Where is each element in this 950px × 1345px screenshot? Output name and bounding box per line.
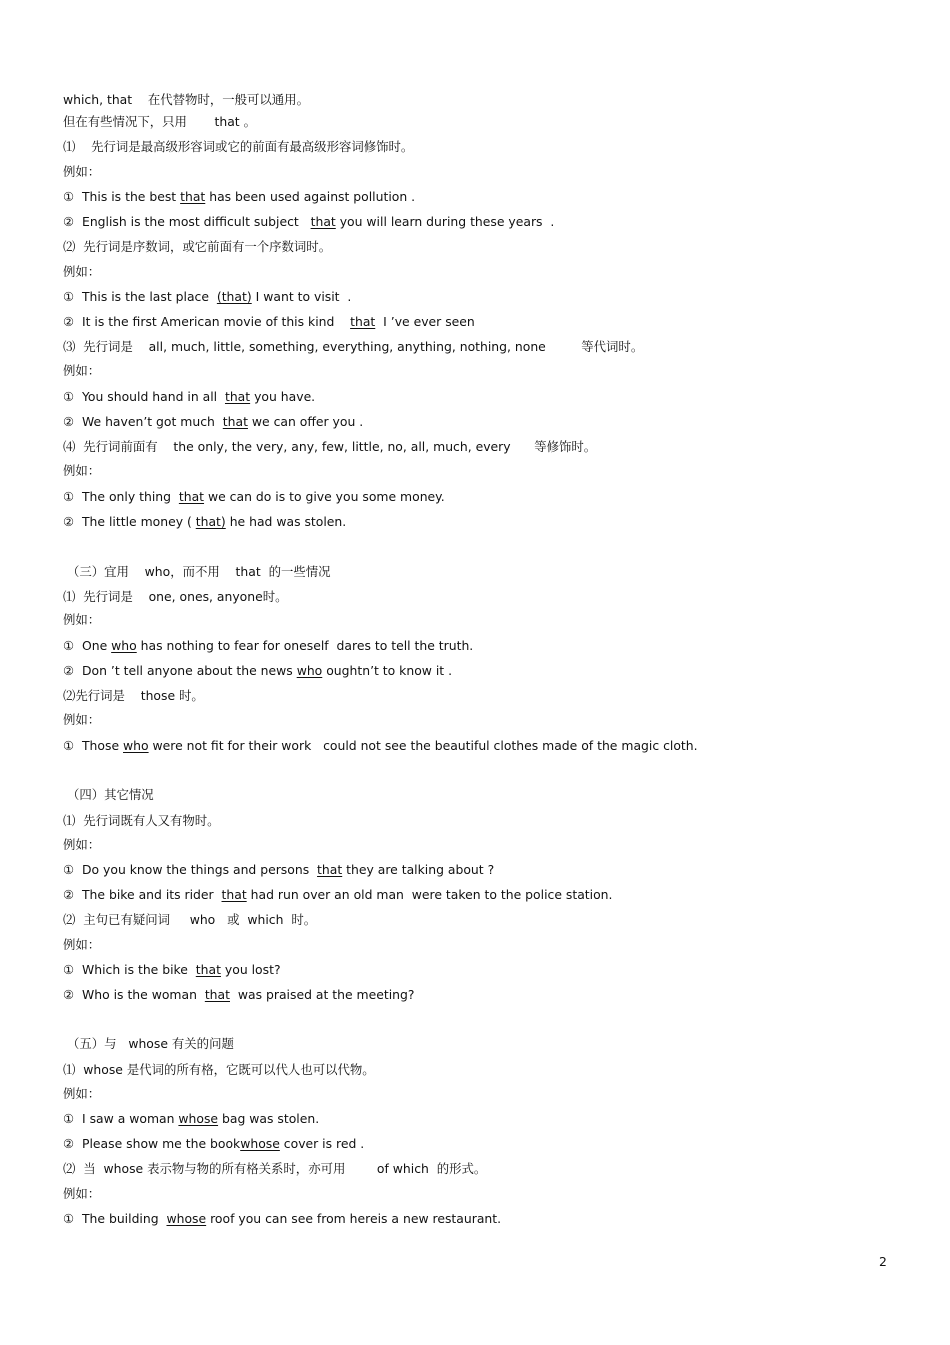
text-segment: 例如： xyxy=(63,937,101,952)
text-line xyxy=(63,489,445,505)
page-number: 2 xyxy=(879,1254,887,1269)
text-line xyxy=(63,688,204,704)
underlined-word: that) xyxy=(195,514,226,529)
text-segment: 例如： xyxy=(63,164,101,179)
underlined-word: that xyxy=(195,962,221,977)
text-line xyxy=(63,414,363,430)
text-segment: 例如： xyxy=(63,363,101,378)
text-segment: ⑶ 先行词是 all, much, little, something, everything, anything, nothing, none 等代词时。 xyxy=(63,339,644,354)
underlined-word: that xyxy=(204,987,230,1002)
text-line xyxy=(63,589,288,605)
text-segment: ① Those xyxy=(63,738,124,753)
text-segment: ① Do you know the things and persons xyxy=(63,862,318,877)
text-segment: ⑴ 先行词既有人又有物时。 xyxy=(63,813,220,828)
text-line xyxy=(63,239,331,255)
text-line xyxy=(63,1111,319,1127)
text-line xyxy=(63,164,100,180)
text-segment: 例如： xyxy=(63,837,101,852)
text-segment: ② We haven’t got much xyxy=(63,414,223,429)
underlined-word: that xyxy=(310,214,336,229)
text-line xyxy=(63,92,309,108)
underlined-word: whose xyxy=(166,1211,207,1226)
text-line xyxy=(63,289,351,305)
text-line xyxy=(63,663,452,679)
text-line xyxy=(63,339,643,355)
text-segment: you lost? xyxy=(220,962,281,977)
underlined-word: who xyxy=(111,638,137,653)
text-segment: bag was stolen. xyxy=(218,1111,320,1126)
text-line xyxy=(63,987,414,1003)
text-segment: you will learn during these years . xyxy=(335,214,555,229)
text-segment: ⑴ 先行词是最高级形容词或它的前面有最高级形容词修饰时。 xyxy=(63,139,414,154)
text-line xyxy=(63,139,413,155)
text-segment: ② English is the most difficult subject xyxy=(63,214,311,229)
text-line xyxy=(63,189,415,205)
text-line xyxy=(63,1036,234,1052)
underlined-word: who xyxy=(123,738,149,753)
text-line xyxy=(63,837,100,853)
text-line xyxy=(63,862,494,878)
text-segment: oughtn’t to know it . xyxy=(322,663,453,678)
underlined-word: whose xyxy=(178,1111,219,1126)
text-segment: ⑵ 先行词是序数词，或它前面有一个序数词时。 xyxy=(63,239,332,254)
text-segment: ① Which is the bike xyxy=(63,962,196,977)
text-line xyxy=(63,738,698,754)
text-segment: had run over an old man were taken to the police station. xyxy=(246,887,613,902)
underlined-word: that xyxy=(350,314,376,329)
text-segment: ② Please show me the book xyxy=(63,1136,241,1151)
text-segment: was praised at the meeting? xyxy=(230,987,415,1002)
text-line xyxy=(63,638,473,654)
text-segment: we can offer you . xyxy=(247,414,364,429)
text-segment: ⑵先行词是 those 时。 xyxy=(63,688,204,703)
text-segment: ⑵ 当 whose 表示物与物的所有格关系时，亦可用 of which 的形式。 xyxy=(63,1161,487,1176)
text-segment: 例如： xyxy=(63,712,101,727)
text-line xyxy=(63,937,100,953)
text-segment: which, that 在代替物时，一般可以通用。 xyxy=(63,92,309,107)
text-segment: ① The only thing xyxy=(63,489,179,504)
text-line xyxy=(63,214,554,230)
underlined-word: that xyxy=(317,862,343,877)
text-segment: we can do is to give you some money. xyxy=(204,489,445,504)
text-segment: ① I saw a woman xyxy=(63,1111,179,1126)
underlined-word: that xyxy=(221,887,247,902)
text-segment: he had was stolen. xyxy=(225,514,347,529)
text-line xyxy=(63,514,346,530)
text-segment: ⑵ 主句已有疑问词 who 或 which 时。 xyxy=(63,912,317,927)
text-segment: 例如： xyxy=(63,1186,101,1201)
text-line xyxy=(63,114,256,130)
text-line xyxy=(63,314,475,330)
text-line xyxy=(63,264,100,280)
underlined-word: that xyxy=(178,489,205,504)
text-line xyxy=(63,363,100,379)
text-line xyxy=(63,813,220,829)
text-segment: 但在有些情况下，只用 that 。 xyxy=(63,114,256,129)
text-line xyxy=(63,962,281,978)
text-line xyxy=(63,1062,375,1078)
text-segment: ⑷ 先行词前面有 the only, the very, any, few, little, no, all, much, every 等修饰时。 xyxy=(63,439,597,454)
underlined-word: that xyxy=(180,189,206,204)
text-segment: ⑴ whose 是代词的所有格，它既可以代人也可以代物。 xyxy=(63,1062,375,1077)
text-segment: ① One xyxy=(63,638,112,653)
text-segment: I ’ve ever seen xyxy=(375,314,475,329)
text-segment: cover is red . xyxy=(279,1136,365,1151)
text-line xyxy=(63,439,596,455)
underlined-word: that xyxy=(222,414,248,429)
text-segment: ② Who is the woman xyxy=(63,987,205,1002)
text-line xyxy=(63,612,100,628)
text-line xyxy=(63,1136,364,1152)
text-line xyxy=(63,712,100,728)
text-segment: 例如： xyxy=(63,1086,101,1101)
text-line xyxy=(63,912,316,928)
text-line xyxy=(63,887,612,903)
text-segment: has been used against pollution . xyxy=(205,189,416,204)
text-line xyxy=(63,463,100,479)
text-line xyxy=(63,564,331,580)
underlined-word: whose xyxy=(240,1136,280,1151)
text-segment: （三）宜用 who，而不用 that 的一些情况 xyxy=(63,564,331,579)
text-segment: roof you can see from hereis a new restaurant. xyxy=(206,1211,502,1226)
text-segment: （四）其它情况 xyxy=(63,787,154,802)
text-segment: 例如： xyxy=(63,612,101,627)
text-segment: ② The little money ( xyxy=(63,514,196,529)
text-line xyxy=(63,389,315,405)
underlined-word: who xyxy=(296,663,323,678)
text-segment: they are talking about ? xyxy=(342,862,495,877)
text-line xyxy=(63,1186,100,1202)
text-segment: ② Don ’t tell anyone about the news xyxy=(63,663,297,678)
text-segment: were not fit for their work could not see the beautiful clothes made of the magic cloth. xyxy=(148,738,698,753)
text-segment: ① This is the best xyxy=(63,189,181,204)
text-segment: ① The building xyxy=(63,1211,167,1226)
text-segment: ② It is the first American movie of this kind xyxy=(63,314,351,329)
text-line xyxy=(63,787,154,803)
text-segment: （五）与 whose 有关的问题 xyxy=(63,1036,234,1051)
text-segment: you have. xyxy=(250,389,316,404)
text-segment: has nothing to fear for oneself dares to tell the truth. xyxy=(136,638,474,653)
text-segment: ⑴ 先行词是 one, ones, anyone时。 xyxy=(63,589,288,604)
text-segment: I want to visit . xyxy=(251,289,352,304)
text-line xyxy=(63,1086,100,1102)
text-line xyxy=(63,1161,486,1177)
text-segment: ② The bike and its rider xyxy=(63,887,222,902)
text-segment: ① You should hand in all xyxy=(63,389,225,404)
text-segment: 例如： xyxy=(63,264,101,279)
text-line xyxy=(63,1211,501,1227)
text-segment: 例如： xyxy=(63,463,101,478)
text-segment: ① This is the last place xyxy=(63,289,217,304)
underlined-word: that xyxy=(224,389,251,404)
underlined-word: (that) xyxy=(216,289,252,304)
